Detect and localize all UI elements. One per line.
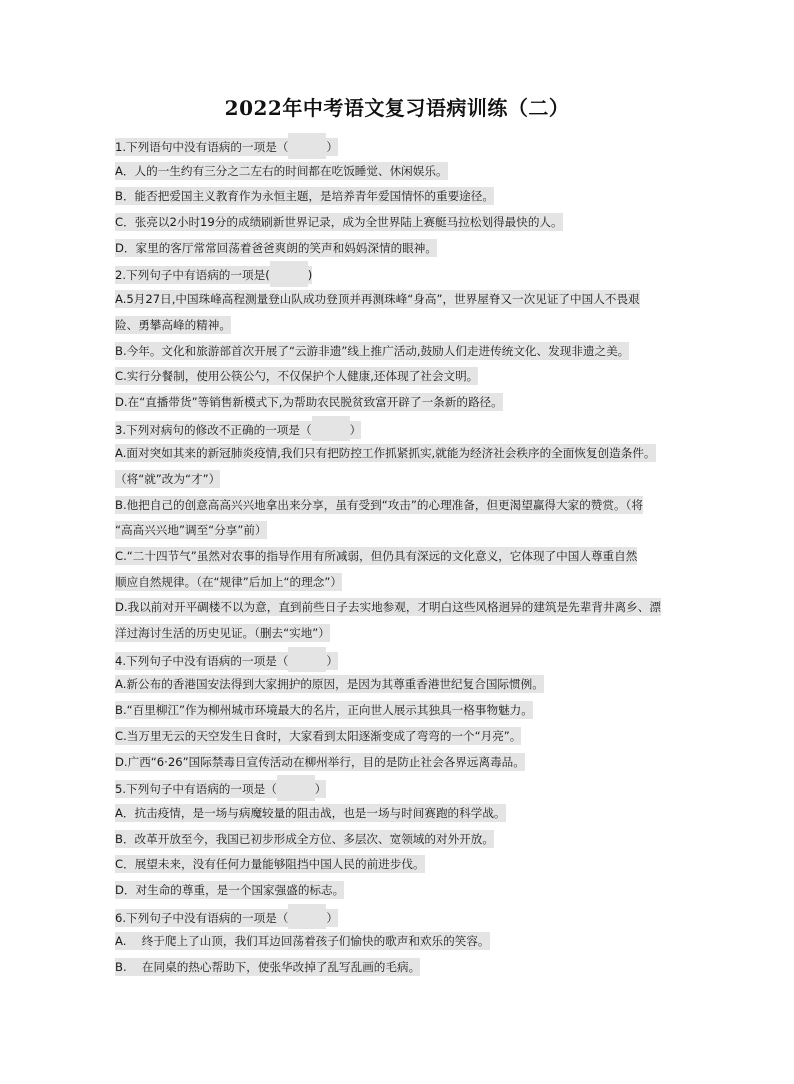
text-line — [115, 955, 690, 981]
line-text: D.在“直播带货”等销售新模式下,为帮助农民脱贫致富开辟了一条新的路径。 — [115, 394, 503, 409]
text-line — [115, 210, 690, 236]
line-text: A.面对突如其来的新冠肺炎疫情,我们只有把防控工作抓紧抓实,就能为经济社会秩序的全面恢复创造条件。 — [115, 446, 656, 461]
text-line — [115, 724, 690, 750]
text-line — [115, 621, 690, 647]
text-line — [115, 929, 690, 955]
line-text: D．家里的客厅常常回荡着爸爸爽朗的笑声和妈妈深情的眼神。 — [115, 240, 437, 255]
line-text: B.他把自己的创意高高兴兴地拿出来分享，虽有受到“攻击”的心理准备，但更渴望赢得大家的赞赏。（将 — [115, 497, 643, 512]
closing-paren: ) — [307, 268, 313, 283]
closing-paren: ） — [326, 910, 338, 925]
line-text: C.实行分餐制，使用公筷公勺，不仅保护个人健康,还体现了社会文明。 — [115, 369, 479, 384]
text-line — [115, 261, 690, 287]
text-line — [115, 493, 690, 519]
line-text: B．改革开放至今，我国已初步形成全方位、多层次、宽领域的对外开放。 — [115, 831, 494, 846]
answer-blank — [288, 133, 326, 159]
text-line — [115, 672, 690, 698]
text-line — [115, 647, 690, 673]
line-text: C.“二十四节气”虽然对农事的指导作用有所减弱，但仍具有深远的文化意义，它体现了中国人尊重自然 — [115, 549, 638, 563]
answer-blank — [288, 647, 326, 673]
line-text: 6.下列句子中没有语病的一项是（ — [115, 910, 289, 925]
text-line — [115, 750, 690, 776]
answer-blank — [312, 416, 350, 442]
closing-paren: ） — [349, 422, 362, 437]
line-text: 洋过海讨生活的历史见证。（删去“实地”） — [115, 626, 330, 641]
line-text: 2.下列句子中有语病的一项是( — [115, 268, 270, 283]
question-body — [115, 133, 690, 981]
text-line — [115, 698, 690, 724]
closing-paren: ） — [326, 653, 338, 668]
text-line — [115, 184, 690, 210]
line-text: D.我以前对开平碉楼不以为意，直到前些日子去实地参观，才明白这些风格迥异的建筑是先辈背井离乡、漂 — [115, 600, 661, 615]
line-text: C.当万里无云的天空发生日食时，大家看到太阳逐渐变成了弯弯的一个“月亮”。 — [115, 728, 522, 743]
answer-blank — [288, 904, 326, 930]
text-line — [115, 904, 690, 930]
line-text: B.今年。文化和旅游部首次开展了“云游非遗”线上推广活动,鼓励人们走进传统文化、发现非遗之美。 — [115, 343, 630, 358]
line-text: 顺应自然规律。（在“规律”后加上“的理念”） — [115, 574, 342, 589]
text-line — [115, 364, 690, 390]
line-text: D.广西“6·26”国际禁毒日宣传活动在柳州举行，目的是防止社会各界远离毒品。 — [115, 754, 525, 769]
line-text: B．能否把爱国主义教育作为永恒主题，是培养青年爱国情怀的重要途径。 — [115, 189, 494, 204]
text-line — [115, 313, 690, 339]
line-text: A.新公布的香港国安法得到大家拥护的原因，是因为其尊重香港世纪复合国际惯例。 — [115, 677, 544, 692]
closing-paren: ） — [314, 782, 327, 797]
text-line — [115, 236, 690, 262]
line-text: 3.下列对病句的修改不正确的一项是（ — [115, 422, 312, 437]
text-line — [115, 852, 690, 878]
text-line — [115, 878, 690, 904]
text-line — [115, 416, 690, 442]
line-text: C．张亮以2小时19分的成绩刷新世界记录，成为全世界陆上赛艇马拉松划得最快的人。 — [115, 215, 563, 230]
text-line — [115, 441, 690, 467]
line-text: 4.下列句子中没有语病的一项是（ — [115, 653, 289, 668]
line-text: D．对生命的尊重，是一个国家强盛的标志。 — [115, 882, 345, 897]
line-text: B.“百里柳江”作为柳州城市环境最大的名片，正向世人展示其独具一格事物魅力。 — [115, 703, 533, 718]
line-text: C．展望未来，没有任何力量能够阻挡中国人民的前进步伐。 — [115, 857, 425, 872]
answer-blank — [270, 261, 308, 287]
text-line — [115, 159, 690, 185]
line-text: “高高兴兴地”调至“分享”前） — [115, 523, 267, 538]
text-line — [115, 467, 690, 493]
text-line — [115, 287, 690, 313]
page-title: 2022年中考语文复习语病训练（二） — [224, 96, 570, 120]
line-text: 1.下列语句中没有语病的一项是（ — [115, 140, 289, 154]
line-text: A. 终于爬上了山顶，我们耳边回荡着孩子们愉快的歌声和欢乐的笑容。 — [115, 934, 490, 949]
text-line — [115, 595, 690, 621]
text-line — [115, 339, 690, 365]
text-line — [115, 133, 690, 159]
text-line — [115, 570, 690, 596]
answer-blank — [277, 775, 315, 801]
text-line — [115, 775, 690, 801]
text-line — [115, 518, 690, 544]
line-text: A.5月27日,中国珠峰高程测量登山队成功登顶并再测珠峰“身高”，世界屋脊又一次见证了中国人不畏艰 — [115, 292, 640, 307]
closing-paren: ） — [326, 140, 338, 154]
text-line — [115, 544, 690, 570]
line-text: A．人的一生约有三分之二左右的时间都在吃饭睡觉、休闲娱乐。 — [115, 163, 448, 178]
text-line — [115, 390, 690, 416]
line-text: 5.下列句子中有语病的一项是（ — [115, 782, 277, 797]
line-text: A．抗击疫情，是一场与病魔较量的阻击战，也是一场与时间赛跑的科学战。 — [115, 805, 506, 820]
line-text: （将“就”改为“才”） — [115, 471, 221, 486]
line-text: B. 在同桌的热心帮助下，使张华改掉了乱写乱画的毛病。 — [115, 960, 421, 974]
text-line — [115, 827, 690, 853]
text-line — [115, 801, 690, 827]
line-text: 险、勇攀高峰的精神。 — [115, 317, 231, 332]
